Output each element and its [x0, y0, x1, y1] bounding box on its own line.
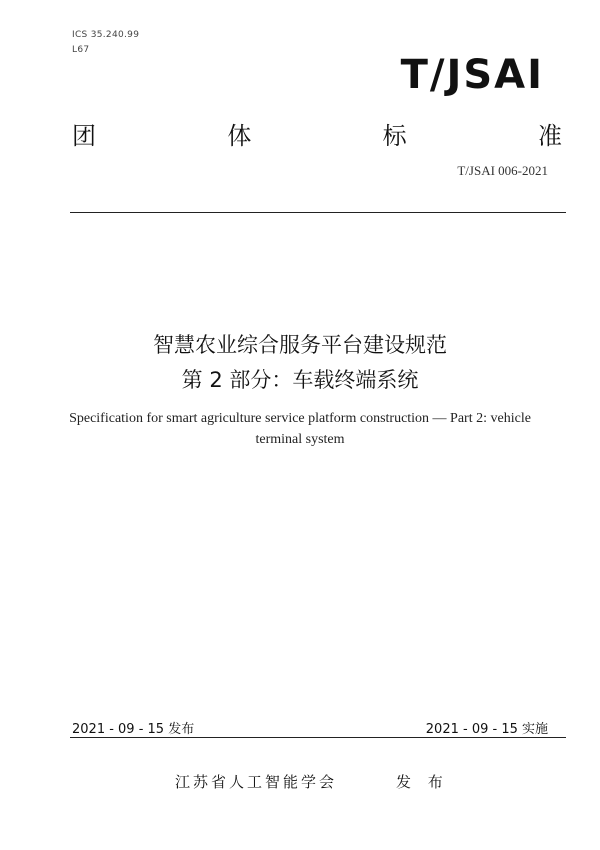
standard-number: T/JSAI 006-2021: [457, 163, 548, 178]
english-title-line-2: terminal system: [255, 432, 345, 447]
publish-date: 2021 - 09 - 15 发布: [72, 722, 195, 737]
standard-type-char: 体: [227, 122, 252, 150]
chinese-title-line-2: 第 2 部分：车载终端系统: [181, 368, 419, 392]
issue-label: 发 布: [396, 773, 449, 791]
implement-date: 2021 - 09 - 15 实施: [425, 722, 548, 737]
standard-type-char: 准: [537, 122, 562, 150]
standard-brand: T/JSAI: [400, 52, 544, 98]
chinese-title-line-1: 智慧农业综合服务平台建设规范: [153, 333, 447, 357]
english-title-line-1: Specification for smart agriculture service platform construction — Part 2: vehicle: [69, 411, 531, 426]
ics-code: ICS 35.240.99: [72, 30, 140, 40]
bottom-divider: [70, 737, 566, 738]
top-divider: [70, 212, 566, 213]
standard-type-heading: [72, 116, 562, 151]
issuing-organization: 江苏省人工智能学会: [175, 773, 338, 791]
clc-code: L67: [72, 45, 90, 55]
standard-type-char: 团: [72, 122, 96, 150]
standard-type-char: 标: [382, 122, 407, 150]
